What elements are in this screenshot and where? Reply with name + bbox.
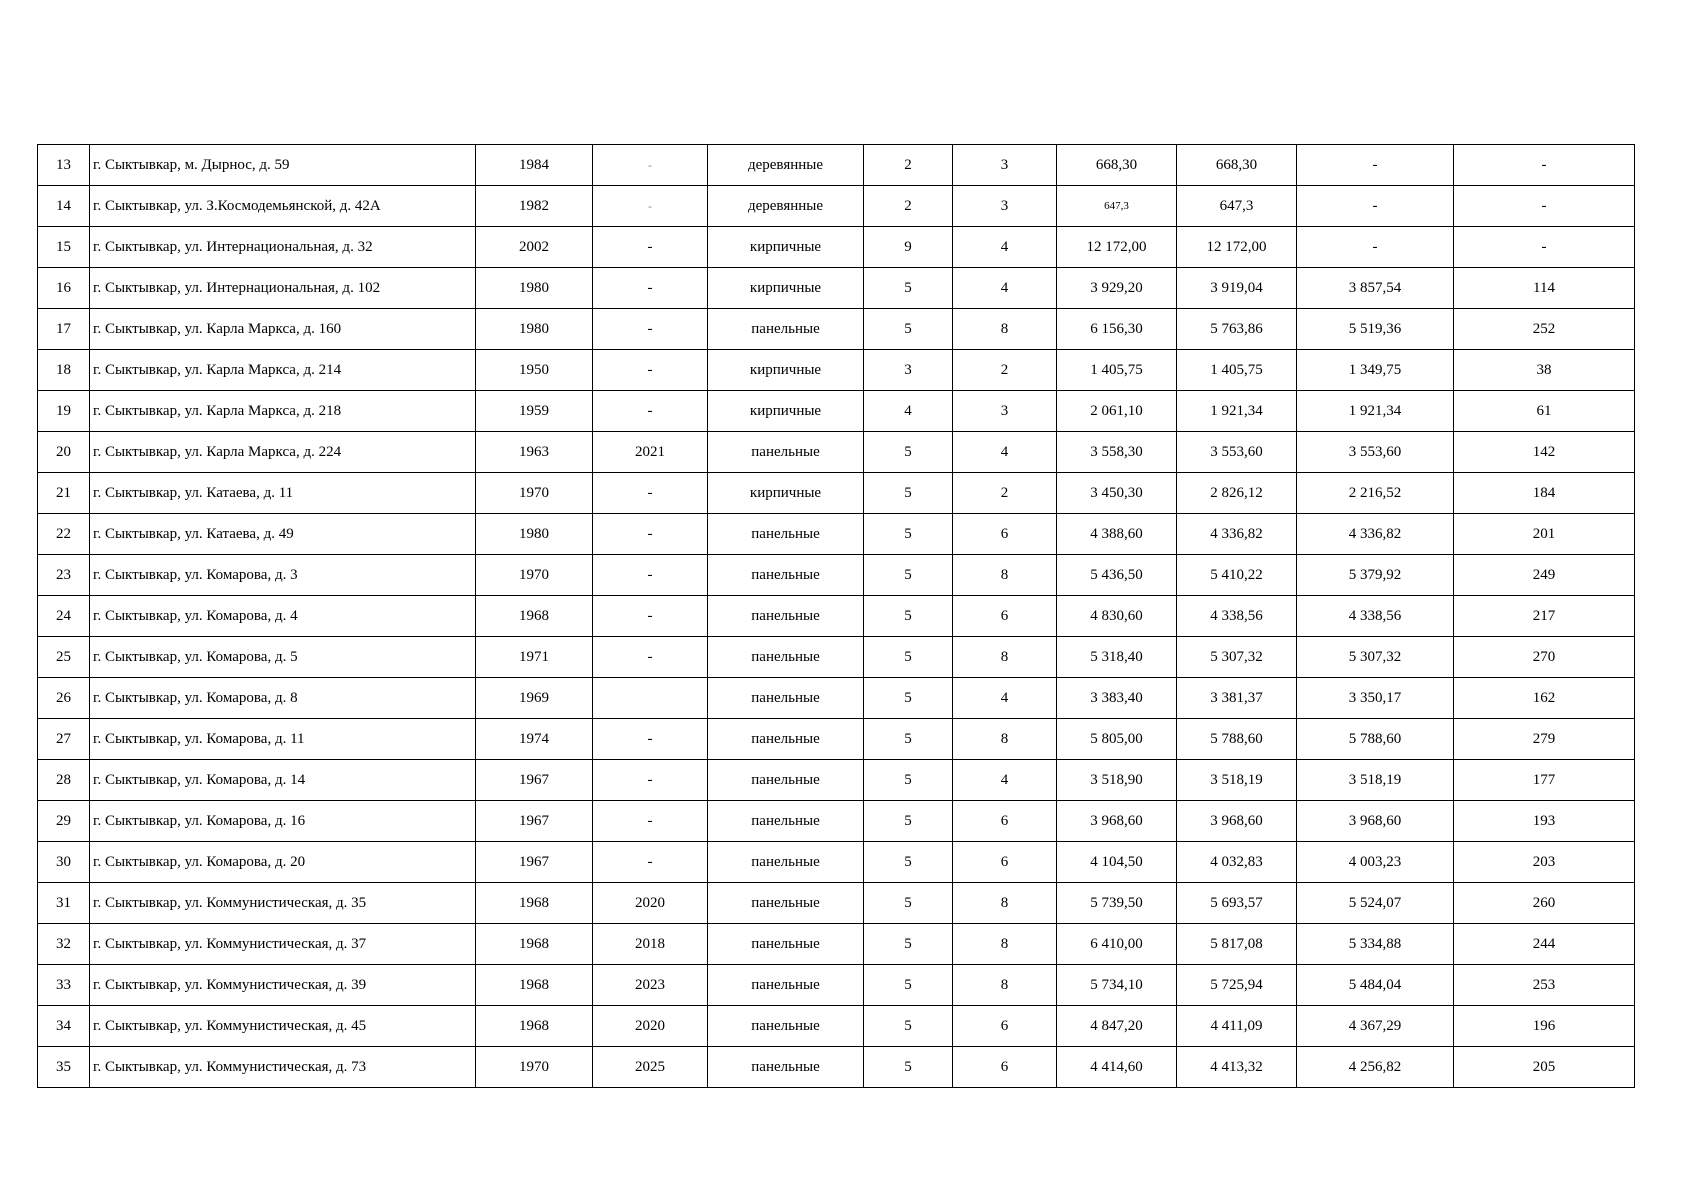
living-area-cell: 5 693,57	[1177, 883, 1297, 924]
year-repair-cell: -	[593, 637, 708, 678]
total-area-cell: 2 061,10	[1057, 391, 1177, 432]
year-built-cell: 1967	[476, 760, 593, 801]
wall-material-cell: панельные	[708, 842, 864, 883]
year-repair-cell: 2018	[593, 924, 708, 965]
table-row	[38, 350, 1635, 391]
residents-cell: 184	[1454, 473, 1635, 514]
floors-cell: 5	[864, 760, 953, 801]
living-area-cell: 3 968,60	[1177, 801, 1297, 842]
entrances-cell: 3	[953, 145, 1057, 186]
floors-cell: 5	[864, 473, 953, 514]
entrances-cell: 4	[953, 432, 1057, 473]
year-built-cell: 1963	[476, 432, 593, 473]
wall-material-cell: панельные	[708, 637, 864, 678]
residents-cell: 205	[1454, 1047, 1635, 1088]
table-body	[38, 145, 1635, 1088]
table-row	[38, 883, 1635, 924]
year-repair-cell: 2021	[593, 432, 708, 473]
owned-area-cell: 4 256,82	[1297, 1047, 1454, 1088]
residents-cell: 61	[1454, 391, 1635, 432]
living-area-cell: 647,3	[1177, 186, 1297, 227]
owned-area-cell: 3 857,54	[1297, 268, 1454, 309]
address-cell: г. Сыктывкар, ул. Карла Маркса, д. 214	[90, 350, 476, 391]
year-repair-cell: 2023	[593, 965, 708, 1006]
living-area-cell: 4 411,09	[1177, 1006, 1297, 1047]
table-row	[38, 596, 1635, 637]
year-repair-cell: -	[593, 309, 708, 350]
floors-cell: 5	[864, 432, 953, 473]
total-area-cell: 3 968,60	[1057, 801, 1177, 842]
wall-material-cell: панельные	[708, 596, 864, 637]
year-repair-cell	[593, 678, 708, 719]
row-number-cell: 25	[38, 637, 90, 678]
row-number-cell: 27	[38, 719, 90, 760]
table-row	[38, 1006, 1635, 1047]
year-repair-cell: -	[593, 842, 708, 883]
total-area-cell: 6 410,00	[1057, 924, 1177, 965]
table-row	[38, 924, 1635, 965]
owned-area-cell: 3 518,19	[1297, 760, 1454, 801]
entrances-cell: 6	[953, 514, 1057, 555]
address-cell: г. Сыктывкар, ул. Карла Маркса, д. 224	[90, 432, 476, 473]
entrances-cell: 8	[953, 309, 1057, 350]
floors-cell: 4	[864, 391, 953, 432]
wall-material-cell: деревянные	[708, 186, 864, 227]
living-area-cell: 5 788,60	[1177, 719, 1297, 760]
owned-area-cell: 4 336,82	[1297, 514, 1454, 555]
entrances-cell: 8	[953, 637, 1057, 678]
total-area-cell: 668,30	[1057, 145, 1177, 186]
entrances-cell: 6	[953, 1006, 1057, 1047]
wall-material-cell: панельные	[708, 924, 864, 965]
entrances-cell: 8	[953, 719, 1057, 760]
entrances-cell: 8	[953, 965, 1057, 1006]
total-area-cell: 4 414,60	[1057, 1047, 1177, 1088]
table-row	[38, 760, 1635, 801]
living-area-cell: 1 921,34	[1177, 391, 1297, 432]
wall-material-cell: панельные	[708, 965, 864, 1006]
year-repair-cell: -	[593, 801, 708, 842]
residents-cell: 177	[1454, 760, 1635, 801]
address-cell: г. Сыктывкар, ул. Комарова, д. 11	[90, 719, 476, 760]
owned-area-cell: 5 524,07	[1297, 883, 1454, 924]
table-row	[38, 1047, 1635, 1088]
total-area-cell: 4 388,60	[1057, 514, 1177, 555]
address-cell: г. Сыктывкар, ул. Комарова, д. 4	[90, 596, 476, 637]
total-area-cell: 5 805,00	[1057, 719, 1177, 760]
address-cell: г. Сыктывкар, м. Дырнос, д. 59	[90, 145, 476, 186]
row-number-cell: 15	[38, 227, 90, 268]
year-built-cell: 2002	[476, 227, 593, 268]
address-cell: г. Сыктывкар, ул. Коммунистическая, д. 45	[90, 1006, 476, 1047]
residents-cell: -	[1454, 227, 1635, 268]
row-number-cell: 34	[38, 1006, 90, 1047]
owned-area-cell: 4 338,56	[1297, 596, 1454, 637]
floors-cell: 5	[864, 719, 953, 760]
year-built-cell: 1974	[476, 719, 593, 760]
living-area-cell: 5 817,08	[1177, 924, 1297, 965]
owned-area-cell: -	[1297, 186, 1454, 227]
wall-material-cell: панельные	[708, 801, 864, 842]
entrances-cell: 3	[953, 391, 1057, 432]
owned-area-cell: 3 968,60	[1297, 801, 1454, 842]
row-number-cell: 21	[38, 473, 90, 514]
table-row	[38, 555, 1635, 596]
residents-cell: 253	[1454, 965, 1635, 1006]
year-repair-cell: -	[593, 227, 708, 268]
address-cell: г. Сыктывкар, ул. Интернациональная, д. 102	[90, 268, 476, 309]
address-cell: г. Сыктывкар, ул. Коммунистическая, д. 37	[90, 924, 476, 965]
year-repair-cell: 2020	[593, 1006, 708, 1047]
wall-material-cell: деревянные	[708, 145, 864, 186]
total-area-cell: 12 172,00	[1057, 227, 1177, 268]
owned-area-cell: 5 334,88	[1297, 924, 1454, 965]
year-built-cell: 1980	[476, 309, 593, 350]
floors-cell: 5	[864, 514, 953, 555]
floors-cell: 9	[864, 227, 953, 268]
owned-area-cell: 5 788,60	[1297, 719, 1454, 760]
entrances-cell: 6	[953, 596, 1057, 637]
residents-cell: -	[1454, 186, 1635, 227]
address-cell: г. Сыктывкар, ул. Комарова, д. 5	[90, 637, 476, 678]
year-built-cell: 1967	[476, 801, 593, 842]
row-number-cell: 18	[38, 350, 90, 391]
year-built-cell: 1970	[476, 473, 593, 514]
living-area-cell: 4 413,32	[1177, 1047, 1297, 1088]
year-built-cell: 1982	[476, 186, 593, 227]
residents-cell: -	[1454, 145, 1635, 186]
address-cell: г. Сыктывкар, ул. Коммунистическая, д. 73	[90, 1047, 476, 1088]
owned-area-cell: 5 484,04	[1297, 965, 1454, 1006]
table-row	[38, 227, 1635, 268]
row-number-cell: 32	[38, 924, 90, 965]
residents-cell: 203	[1454, 842, 1635, 883]
row-number-cell: 23	[38, 555, 90, 596]
owned-area-cell: 2 216,52	[1297, 473, 1454, 514]
living-area-cell: 4 032,83	[1177, 842, 1297, 883]
year-repair-cell: 2025	[593, 1047, 708, 1088]
year-repair-cell: -	[593, 391, 708, 432]
wall-material-cell: панельные	[708, 678, 864, 719]
row-number-cell: 35	[38, 1047, 90, 1088]
housing-register-table	[37, 144, 1635, 1088]
living-area-cell: 3 553,60	[1177, 432, 1297, 473]
total-area-cell: 5 739,50	[1057, 883, 1177, 924]
entrances-cell: 4	[953, 678, 1057, 719]
residents-cell: 217	[1454, 596, 1635, 637]
year-built-cell: 1959	[476, 391, 593, 432]
total-area-cell: 5 318,40	[1057, 637, 1177, 678]
living-area-cell: 668,30	[1177, 145, 1297, 186]
year-repair-cell: -	[593, 350, 708, 391]
year-repair-cell: -	[593, 268, 708, 309]
year-built-cell: 1968	[476, 596, 593, 637]
entrances-cell: 8	[953, 883, 1057, 924]
owned-area-cell: 3 553,60	[1297, 432, 1454, 473]
row-number-cell: 17	[38, 309, 90, 350]
living-area-cell: 3 518,19	[1177, 760, 1297, 801]
wall-material-cell: панельные	[708, 432, 864, 473]
entrances-cell: 6	[953, 801, 1057, 842]
floors-cell: 5	[864, 965, 953, 1006]
row-number-cell: 24	[38, 596, 90, 637]
wall-material-cell: кирпичные	[708, 473, 864, 514]
floors-cell: 3	[864, 350, 953, 391]
year-built-cell: 1980	[476, 268, 593, 309]
residents-cell: 252	[1454, 309, 1635, 350]
wall-material-cell: кирпичные	[708, 350, 864, 391]
wall-material-cell: панельные	[708, 309, 864, 350]
table-row	[38, 391, 1635, 432]
year-repair-cell: -	[593, 186, 708, 227]
row-number-cell: 13	[38, 145, 90, 186]
total-area-cell: 4 847,20	[1057, 1006, 1177, 1047]
year-repair-cell: -	[593, 596, 708, 637]
row-number-cell: 31	[38, 883, 90, 924]
table-row	[38, 842, 1635, 883]
table-row	[38, 186, 1635, 227]
row-number-cell: 26	[38, 678, 90, 719]
entrances-cell: 4	[953, 227, 1057, 268]
total-area-cell: 1 405,75	[1057, 350, 1177, 391]
floors-cell: 5	[864, 678, 953, 719]
entrances-cell: 2	[953, 350, 1057, 391]
year-repair-cell: -	[593, 555, 708, 596]
row-number-cell: 29	[38, 801, 90, 842]
year-repair-cell: -	[593, 719, 708, 760]
wall-material-cell: панельные	[708, 883, 864, 924]
table-row	[38, 145, 1635, 186]
residents-cell: 249	[1454, 555, 1635, 596]
owned-area-cell: 4 003,23	[1297, 842, 1454, 883]
address-cell: г. Сыктывкар, ул. Интернациональная, д. 32	[90, 227, 476, 268]
living-area-cell: 1 405,75	[1177, 350, 1297, 391]
floors-cell: 2	[864, 186, 953, 227]
table-row	[38, 678, 1635, 719]
wall-material-cell: панельные	[708, 1047, 864, 1088]
entrances-cell: 6	[953, 1047, 1057, 1088]
residents-cell: 270	[1454, 637, 1635, 678]
entrances-cell: 4	[953, 268, 1057, 309]
table-row	[38, 268, 1635, 309]
row-number-cell: 28	[38, 760, 90, 801]
year-built-cell: 1984	[476, 145, 593, 186]
year-repair-cell: -	[593, 145, 708, 186]
floors-cell: 5	[864, 1047, 953, 1088]
residents-cell: 196	[1454, 1006, 1635, 1047]
table-row	[38, 309, 1635, 350]
address-cell: г. Сыктывкар, ул. Коммунистическая, д. 39	[90, 965, 476, 1006]
living-area-cell: 3 919,04	[1177, 268, 1297, 309]
floors-cell: 2	[864, 145, 953, 186]
total-area-cell: 3 518,90	[1057, 760, 1177, 801]
table-row	[38, 719, 1635, 760]
wall-material-cell: панельные	[708, 555, 864, 596]
living-area-cell: 3 381,37	[1177, 678, 1297, 719]
address-cell: г. Сыктывкар, ул. Карла Маркса, д. 160	[90, 309, 476, 350]
entrances-cell: 4	[953, 760, 1057, 801]
address-cell: г. Сыктывкар, ул. Комарова, д. 8	[90, 678, 476, 719]
floors-cell: 5	[864, 801, 953, 842]
address-cell: г. Сыктывкар, ул. Катаева, д. 11	[90, 473, 476, 514]
total-area-cell: 5 436,50	[1057, 555, 1177, 596]
address-cell: г. Сыктывкар, ул. Коммунистическая, д. 35	[90, 883, 476, 924]
year-built-cell: 1970	[476, 555, 593, 596]
year-built-cell: 1970	[476, 1047, 593, 1088]
row-number-cell: 16	[38, 268, 90, 309]
floors-cell: 5	[864, 1006, 953, 1047]
residents-cell: 114	[1454, 268, 1635, 309]
wall-material-cell: панельные	[708, 514, 864, 555]
address-cell: г. Сыктывкар, ул. Комарова, д. 14	[90, 760, 476, 801]
entrances-cell: 8	[953, 555, 1057, 596]
owned-area-cell: 5 379,92	[1297, 555, 1454, 596]
row-number-cell: 30	[38, 842, 90, 883]
year-built-cell: 1968	[476, 883, 593, 924]
wall-material-cell: панельные	[708, 719, 864, 760]
residents-cell: 162	[1454, 678, 1635, 719]
floors-cell: 5	[864, 637, 953, 678]
total-area-cell: 5 734,10	[1057, 965, 1177, 1006]
living-area-cell: 5 763,86	[1177, 309, 1297, 350]
table-row	[38, 965, 1635, 1006]
row-number-cell: 22	[38, 514, 90, 555]
residents-cell: 260	[1454, 883, 1635, 924]
owned-area-cell: 1 349,75	[1297, 350, 1454, 391]
owned-area-cell: 4 367,29	[1297, 1006, 1454, 1047]
floors-cell: 5	[864, 842, 953, 883]
year-built-cell: 1950	[476, 350, 593, 391]
table-row	[38, 473, 1635, 514]
year-repair-cell: -	[593, 760, 708, 801]
owned-area-cell: 1 921,34	[1297, 391, 1454, 432]
floors-cell: 5	[864, 596, 953, 637]
year-built-cell: 1971	[476, 637, 593, 678]
wall-material-cell: панельные	[708, 1006, 864, 1047]
owned-area-cell: -	[1297, 227, 1454, 268]
living-area-cell: 12 172,00	[1177, 227, 1297, 268]
owned-area-cell: 3 350,17	[1297, 678, 1454, 719]
total-area-cell: 3 929,20	[1057, 268, 1177, 309]
entrances-cell: 2	[953, 473, 1057, 514]
row-number-cell: 20	[38, 432, 90, 473]
address-cell: г. Сыктывкар, ул. Комарова, д. 20	[90, 842, 476, 883]
table-row	[38, 637, 1635, 678]
table-row	[38, 432, 1635, 473]
living-area-cell: 2 826,12	[1177, 473, 1297, 514]
residents-cell: 201	[1454, 514, 1635, 555]
address-cell: г. Сыктывкар, ул. Комарова, д. 16	[90, 801, 476, 842]
year-built-cell: 1968	[476, 1006, 593, 1047]
wall-material-cell: кирпичные	[708, 268, 864, 309]
wall-material-cell: кирпичные	[708, 227, 864, 268]
year-built-cell: 1968	[476, 924, 593, 965]
year-built-cell: 1980	[476, 514, 593, 555]
residents-cell: 279	[1454, 719, 1635, 760]
residents-cell: 193	[1454, 801, 1635, 842]
living-area-cell: 4 336,82	[1177, 514, 1297, 555]
total-area-cell: 4 104,50	[1057, 842, 1177, 883]
year-built-cell: 1968	[476, 965, 593, 1006]
year-repair-cell: -	[593, 514, 708, 555]
address-cell: г. Сыктывкар, ул. Катаева, д. 49	[90, 514, 476, 555]
year-repair-cell: -	[593, 473, 708, 514]
row-number-cell: 33	[38, 965, 90, 1006]
total-area-cell: 647,3	[1057, 186, 1177, 227]
row-number-cell: 14	[38, 186, 90, 227]
address-cell: г. Сыктывкар, ул. З.Космодемьянской, д. 42А	[90, 186, 476, 227]
floors-cell: 5	[864, 309, 953, 350]
entrances-cell: 6	[953, 842, 1057, 883]
table-row	[38, 514, 1635, 555]
year-built-cell: 1969	[476, 678, 593, 719]
floors-cell: 5	[864, 268, 953, 309]
year-repair-cell: 2020	[593, 883, 708, 924]
total-area-cell: 3 450,30	[1057, 473, 1177, 514]
wall-material-cell: кирпичные	[708, 391, 864, 432]
floors-cell: 5	[864, 883, 953, 924]
floors-cell: 5	[864, 555, 953, 596]
owned-area-cell: -	[1297, 145, 1454, 186]
total-area-cell: 3 558,30	[1057, 432, 1177, 473]
residents-cell: 142	[1454, 432, 1635, 473]
table-row	[38, 801, 1635, 842]
floors-cell: 5	[864, 924, 953, 965]
entrances-cell: 3	[953, 186, 1057, 227]
residents-cell: 38	[1454, 350, 1635, 391]
residents-cell: 244	[1454, 924, 1635, 965]
wall-material-cell: панельные	[708, 760, 864, 801]
address-cell: г. Сыктывкар, ул. Комарова, д. 3	[90, 555, 476, 596]
entrances-cell: 8	[953, 924, 1057, 965]
year-built-cell: 1967	[476, 842, 593, 883]
total-area-cell: 6 156,30	[1057, 309, 1177, 350]
total-area-cell: 4 830,60	[1057, 596, 1177, 637]
address-cell: г. Сыктывкар, ул. Карла Маркса, д. 218	[90, 391, 476, 432]
living-area-cell: 5 725,94	[1177, 965, 1297, 1006]
owned-area-cell: 5 307,32	[1297, 637, 1454, 678]
owned-area-cell: 5 519,36	[1297, 309, 1454, 350]
row-number-cell: 19	[38, 391, 90, 432]
total-area-cell: 3 383,40	[1057, 678, 1177, 719]
living-area-cell: 4 338,56	[1177, 596, 1297, 637]
living-area-cell: 5 307,32	[1177, 637, 1297, 678]
living-area-cell: 5 410,22	[1177, 555, 1297, 596]
